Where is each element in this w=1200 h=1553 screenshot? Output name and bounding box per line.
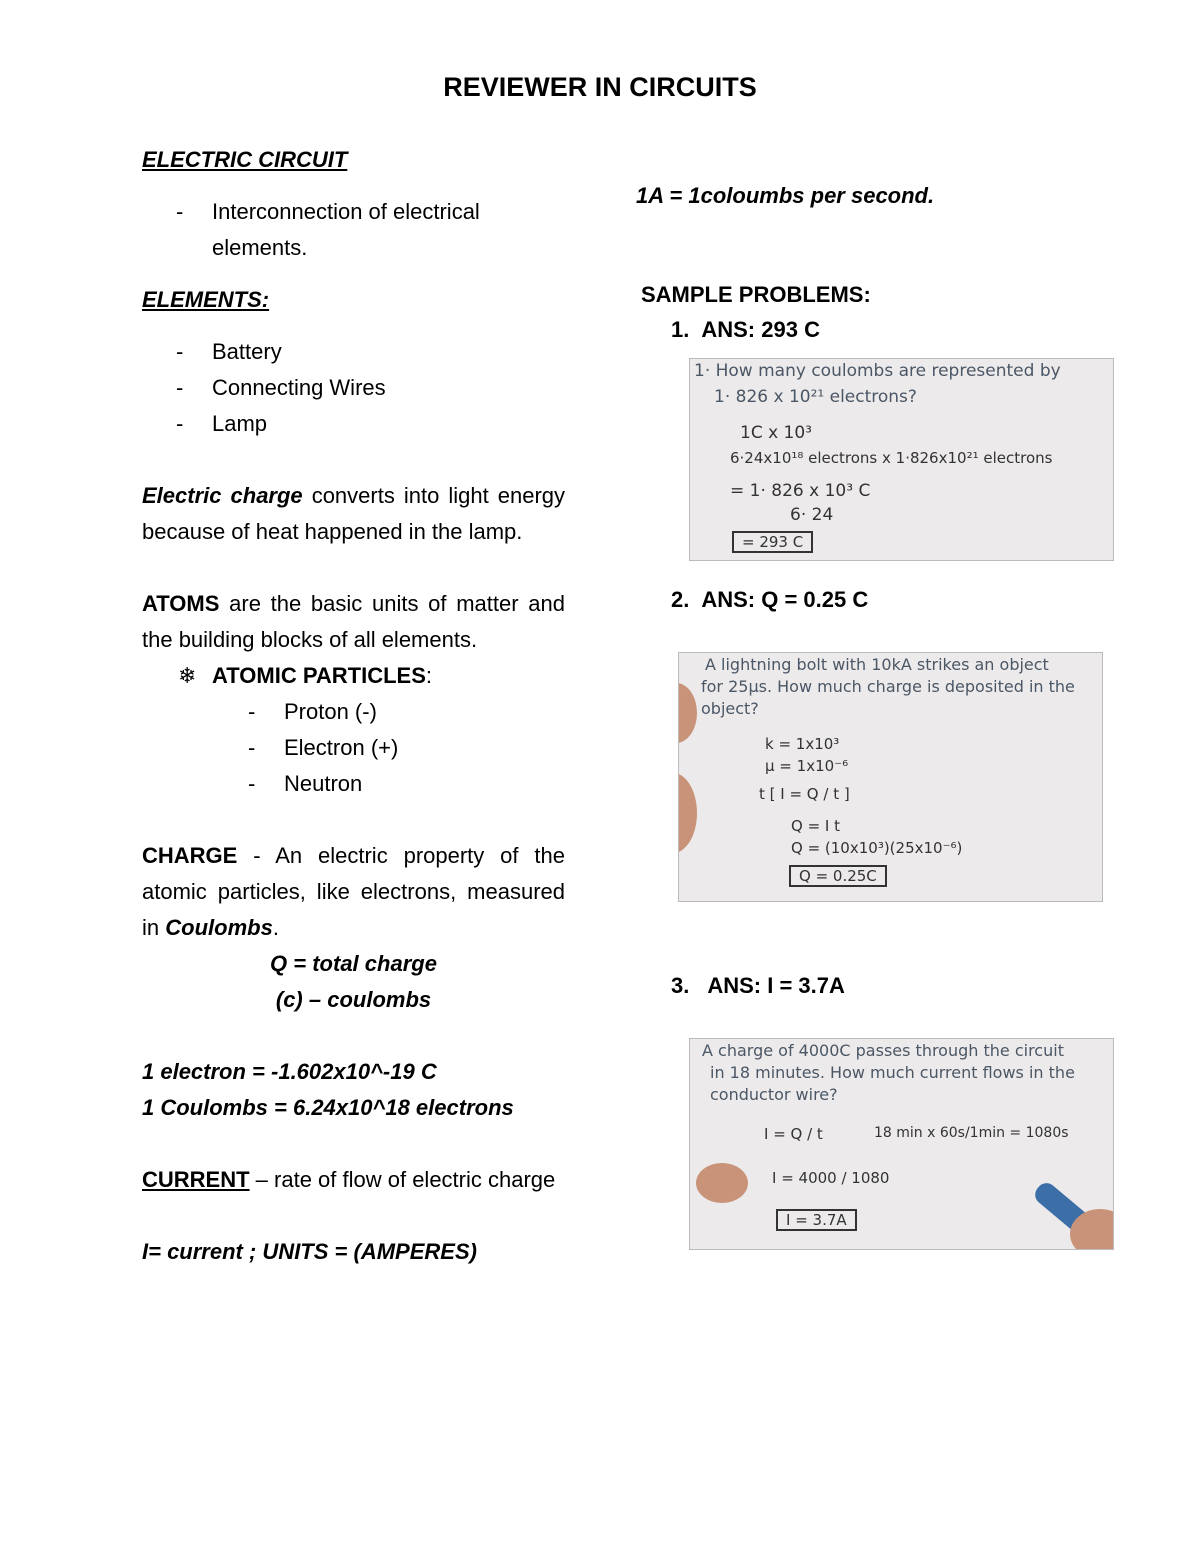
- page-title: REVIEWER IN CIRCUITS: [443, 72, 757, 102]
- problem-3-photo: A charge of 4000C passes through the circuit in 18 minutes. How much current flows in the conductor wire? I = Q / t 18 min x 60s/1min = 1080s I = 4000 / 1080 I = 3.7A: [689, 1038, 1114, 1250]
- finger-shape: [678, 683, 697, 743]
- sample-problems-heading: SAMPLE PROBLEMS:: [641, 282, 871, 307]
- c-formula: (c) – coulombs: [275, 987, 432, 1012]
- atoms-paragraph: ATOMS are the basic units of matter and the building blocks of all elements.: [142, 591, 565, 652]
- list-item: - Neutron: [248, 771, 363, 796]
- elements-list: [142, 334, 565, 442]
- problem-1-photo: 1· How many coulombs are represented by 1· 826 x 10²¹ electrons? 1C x 10³ 6·24x10¹⁸ electrons x 1·826x10²¹ electrons = 1· 826 x 10³ C 6· 24 = 293 C: [689, 358, 1114, 561]
- current-units: I= current ; UNITS = (AMPERES): [142, 1239, 477, 1264]
- ampere-definition: 1A = 1coloumbs per second.: [636, 183, 935, 208]
- electric-charge-paragraph: Electric charge converts into light energy because of heat happened in the lamp.: [142, 483, 565, 544]
- finger-shape: [678, 773, 697, 853]
- electric-circuit-list: [142, 194, 565, 266]
- list-item: - Connecting Wires: [176, 375, 386, 400]
- elements-heading: ELEMENTS:: [142, 287, 270, 312]
- list-item: - Battery: [176, 339, 282, 364]
- electron-equation: 1 electron = -1.602x10^-19 C: [142, 1059, 437, 1084]
- list-item: - Lamp: [176, 411, 268, 436]
- problem-2-photo: A lightning bolt with 10kA strikes an object for 25μs. How much charge is deposited in the object? k = 1x10³ μ = 1x10⁻⁶ t [ I = Q / t ] Q = I t Q = (10x10³)(25x10⁻⁶) Q = 0.25C: [678, 652, 1103, 902]
- atomic-particles-heading: ❄ ATOMIC PARTICLES:: [142, 658, 565, 694]
- coulomb-equation: 1 Coulombs = 6.24x10^18 electrons: [142, 1095, 514, 1120]
- list-item: - Interconnection of electrical elements.: [176, 199, 480, 260]
- list-item: - Proton (-): [248, 699, 377, 724]
- problem-2-answer: 2. ANS: Q = 0.25 C: [671, 587, 869, 612]
- left-column: [142, 142, 565, 1270]
- current-definition: CURRENT – rate of flow of electric charge: [142, 1167, 556, 1192]
- charge-definition: CHARGE - An electric property of the atomic particles, like electrons, measured in Coulombs.: [142, 843, 565, 940]
- finger-shape: [696, 1163, 748, 1203]
- problem-3-answer: 3. ANS: I = 3.7A: [671, 973, 845, 998]
- electric-circuit-heading: ELECTRIC CIRCUIT: [142, 147, 348, 172]
- atomic-particles-list: [142, 694, 565, 802]
- q-formula: Q = total charge: [270, 951, 437, 976]
- star-bullet-icon: ❄: [178, 663, 197, 688]
- list-item: - Electron (+): [248, 735, 399, 760]
- problem-1-answer: 1. ANS: 293 C: [671, 317, 820, 342]
